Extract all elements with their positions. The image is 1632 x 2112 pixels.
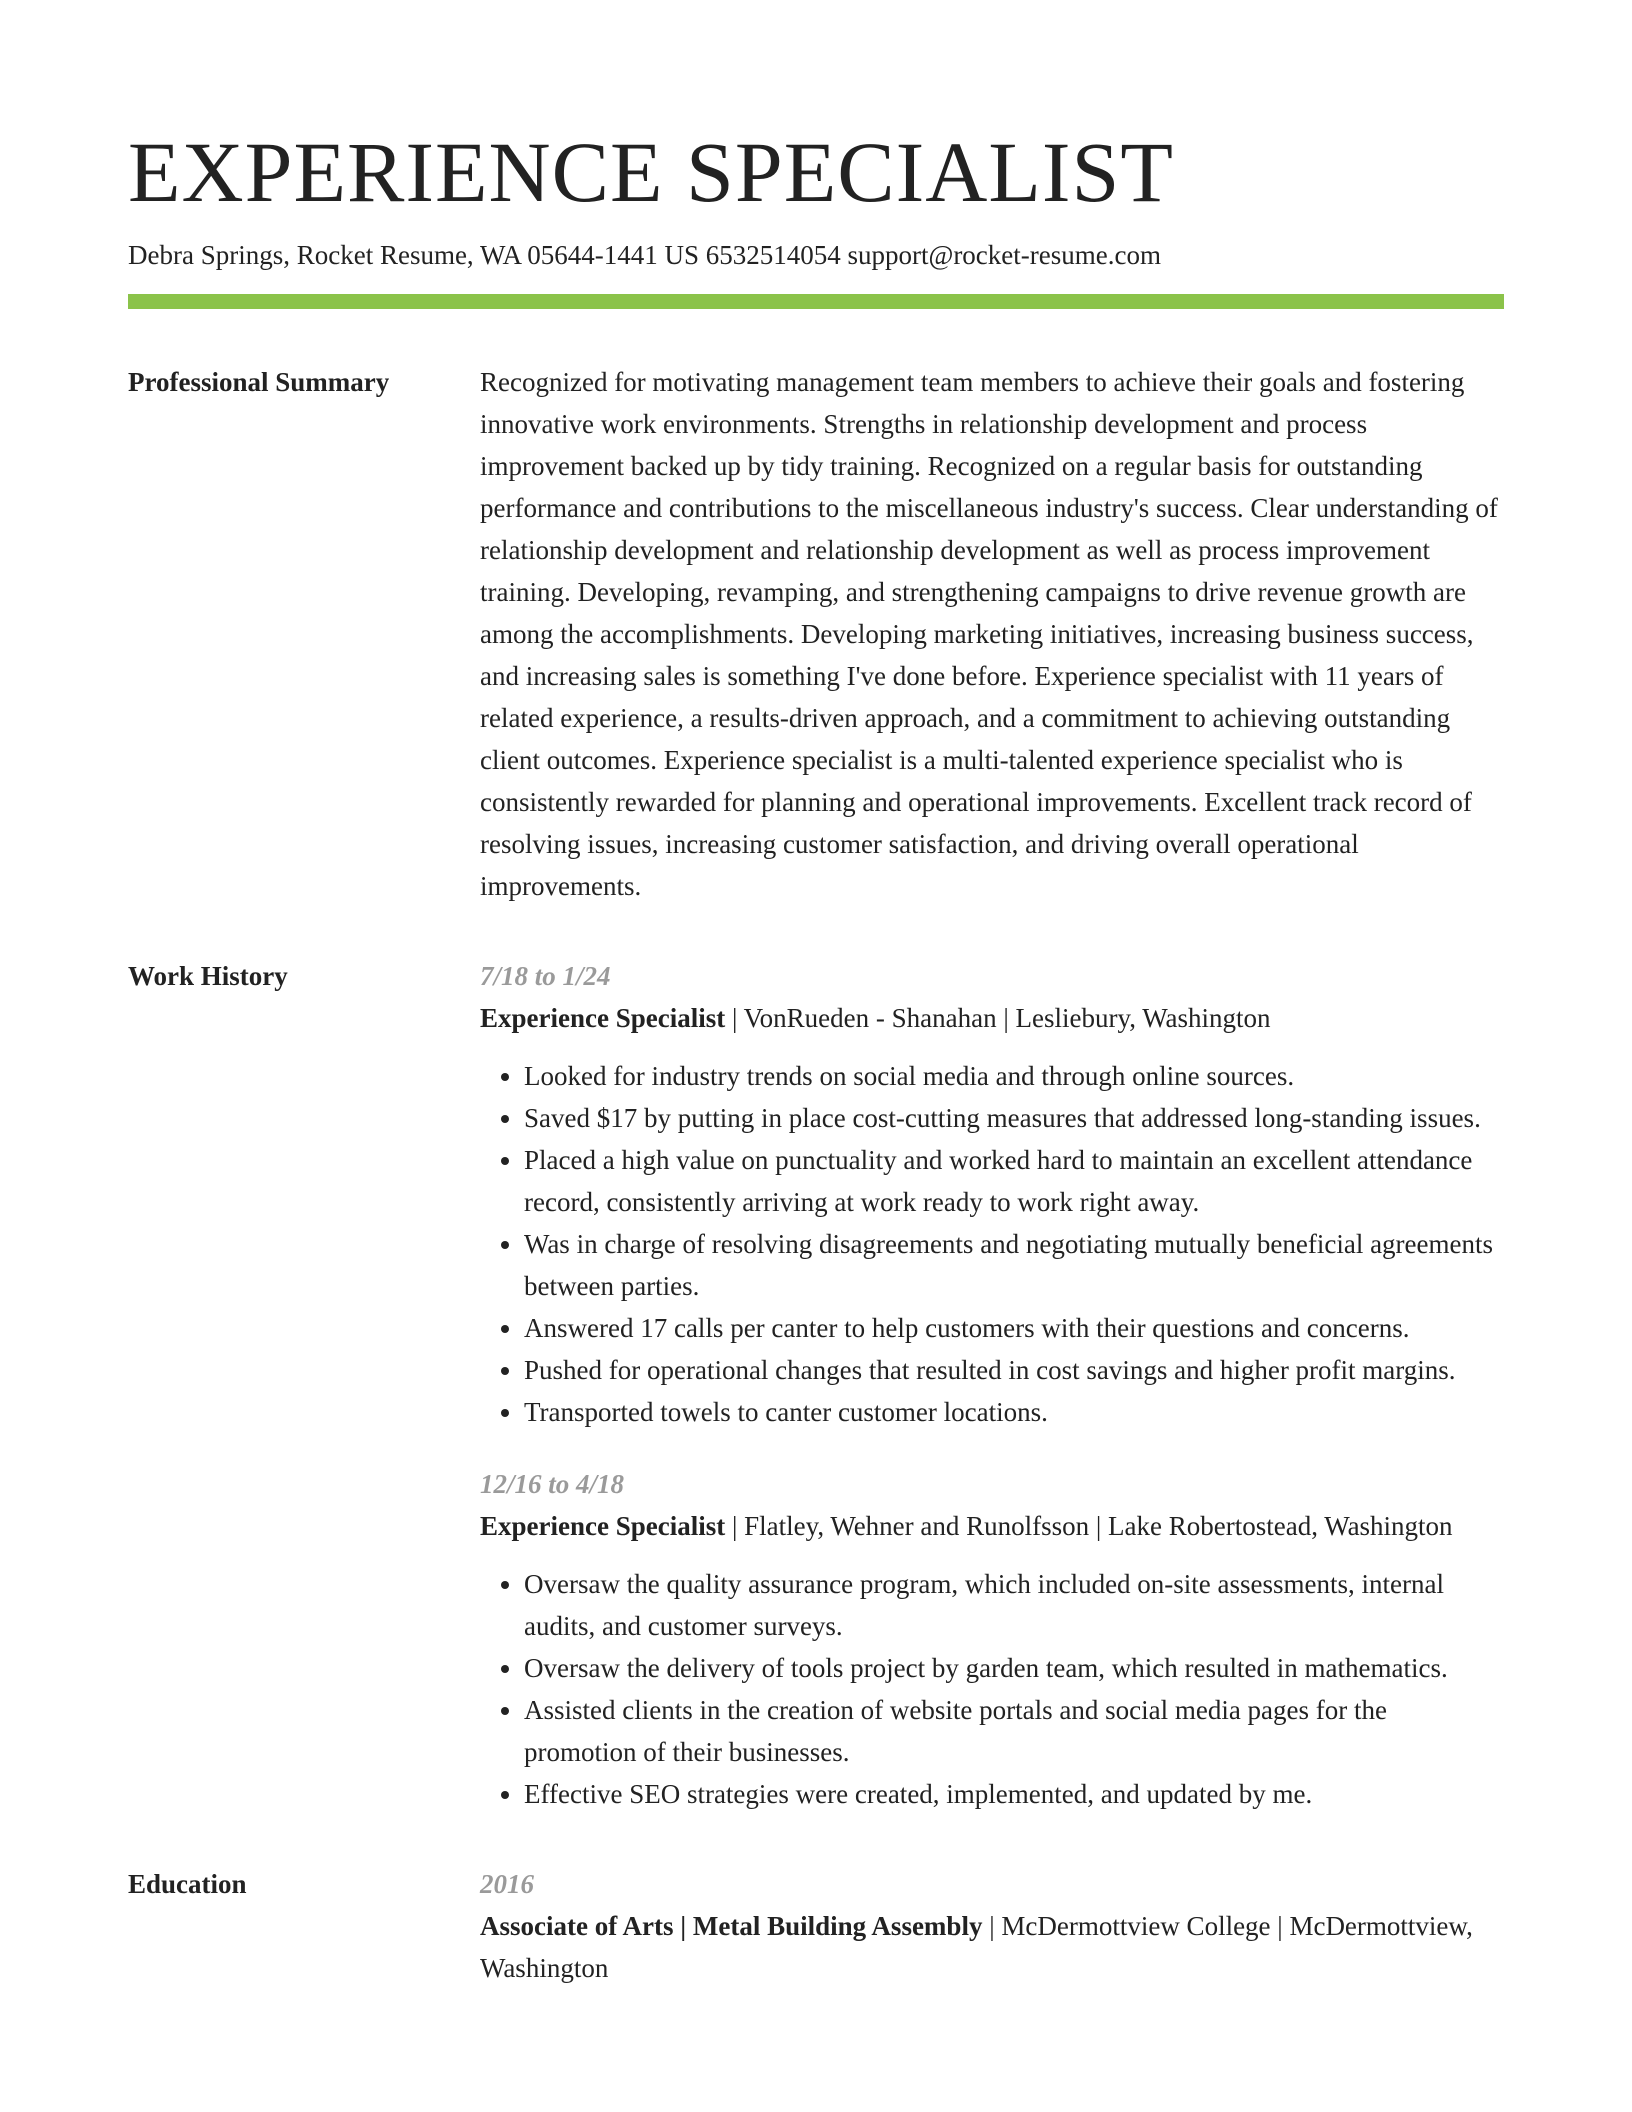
job-bullets (480, 1055, 1504, 1433)
job-entry (480, 1463, 1504, 1815)
contact-line: Debra Springs, Rocket Resume, WA 05644-1441 US 6532514054 support@rocket-resume.com (128, 240, 1161, 270)
summary-text: Recognized for motivating management team members to achieve their goals and fostering innovative work environments. Strengths in relationship development and process improvement backed up by tidy training. Recognized on a regular basis for outstanding performance and contributions to the miscellaneous industry's success. Clear understanding of relationship development and relationship development as well as process improvement training. Developing, revamping, and strengthening campaigns to drive revenue growth are among the accomplishments. Developing marketing initiatives, increasing business success, and increasing sales is something I've done before. Experience specialist with 11 years of related experience, a results-driven approach, and a commitment to achieving outstanding client outcomes. Experience specialist is a multi-talented experience specialist who is consistently rewarded for planning and operational improvements. Excellent track record of resolving issues, increasing customer satisfaction, and driving overall operational improvements. (480, 367, 1498, 901)
job-bullet: • Oversaw the delivery of tools project by garden team, which resulted in mathematics. (524, 1647, 1504, 1689)
job-bullet: • Answered 17 calls per canter to help customers with their questions and concerns. (524, 1307, 1504, 1349)
education-section (128, 1863, 1504, 1989)
resume-title: EXPERIENCE SPECIALIST (128, 124, 1174, 220)
work-history-heading: Work History (128, 961, 288, 991)
summary-heading: Professional Summary (128, 367, 390, 397)
job-details: | Flatley, Wehner and Runolfsson | Lake Robertostead, Washington (725, 1511, 1453, 1541)
job-heading (480, 1505, 1504, 1547)
summary-section (128, 361, 1504, 907)
job-bullet: • Pushed for operational changes that resulted in cost savings and higher profit margins. (524, 1349, 1504, 1391)
education-heading-line (480, 1905, 1504, 1989)
job-dates: 12/16 to 4/18 (480, 1469, 625, 1499)
education-details: | McDermottview College | McDermottview, Washington (480, 1911, 1473, 1983)
job-bullet: • Placed a high value on punctuality and worked hard to maintain an excellent attendance record, consistently arriving at work ready to work right away. (524, 1139, 1504, 1223)
job-bullet: • Saved $17 by putting in place cost-cutting measures that addressed long-standing issues. (524, 1097, 1504, 1139)
education-content (480, 1863, 1504, 1989)
header-divider (128, 294, 1504, 309)
resume-page (128, 0, 1504, 1989)
work-history-content (480, 955, 1504, 1815)
job-title: Experience Specialist (480, 1511, 726, 1541)
job-bullets (480, 1563, 1504, 1815)
summary-content (480, 361, 1504, 907)
job-bullet: • Transported towels to canter customer locations. (524, 1391, 1504, 1433)
job-bullet: • Was in charge of resolving disagreements and negotiating mutually beneficial agreements between parties. (524, 1223, 1504, 1307)
job-heading (480, 997, 1504, 1039)
work-history-section (128, 955, 1504, 1815)
job-bullet: • Looked for industry trends on social media and through online sources. (524, 1055, 1504, 1097)
job-dates: 7/18 to 1/24 (480, 961, 611, 991)
job-details: | VonRueden - Shanahan | Lesliebury, Washington (725, 1003, 1271, 1033)
job-bullet: • Assisted clients in the creation of website portals and social media pages for the promotion of their businesses. (524, 1689, 1504, 1773)
job-bullet: • Effective SEO strategies were created, implemented, and updated by me. (524, 1773, 1504, 1815)
job-entry (480, 955, 1504, 1433)
education-degree: Associate of Arts | Metal Building Assembly (480, 1911, 983, 1941)
job-bullet: • Oversaw the quality assurance program, which included on-site assessments, internal audits, and customer surveys. (524, 1563, 1504, 1647)
education-heading: Education (128, 1869, 247, 1899)
job-title: Experience Specialist (480, 1003, 726, 1033)
education-date: 2016 (480, 1869, 534, 1899)
